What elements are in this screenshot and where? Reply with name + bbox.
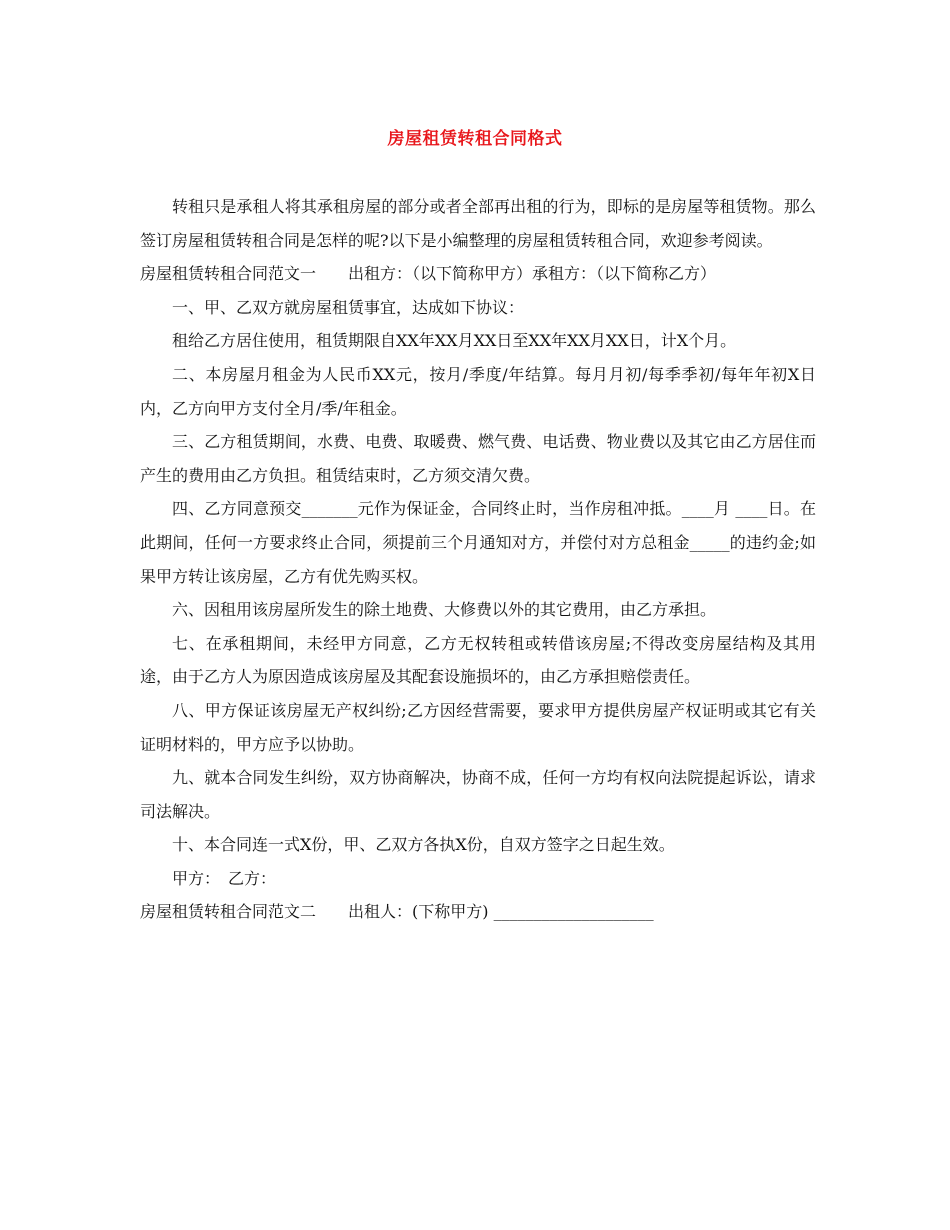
paragraph: 房屋租赁转租合同范文一 出租方：（以下简称甲方）承租方：（以下简称乙方） (140, 264, 717, 284)
paragraph: 一、甲、乙双方就房屋租赁事宜，达成如下协议： (172, 297, 525, 317)
paragraph: 六、因租用该房屋所发生的除土地费、大修费以外的其它费用，由乙方承担。 (172, 600, 717, 620)
document-title: 房屋租赁转租合同格式 (387, 129, 563, 149)
paragraph: 三、乙方租赁期间，水费、电费、取暖费、燃气费、电话费、物业费以及其它由乙方居住而产生的费用由乙方负担。租赁结束时，乙方须交清欠费。 (140, 432, 816, 485)
paragraph: 七、在承租期间，未经甲方同意，乙方无权转租或转借该房屋;不得改变房屋结构及其用途，由于乙方人为原因造成该房屋及其配套设施损坏的，由乙方承担赔偿责任。 (140, 633, 816, 687)
paragraph: 租给乙方居住使用，租赁期限自XX年XX月XX日至XX年XX月XX日，计X个月。 (172, 331, 737, 351)
paragraph: 二、本房屋月租金为人民币XX元，按月/季度/年结算。每月月初/每季季初/每年年初X日内，乙方向甲方支付全月/季/年租金。 (140, 364, 816, 418)
paragraph: 九、就本合同发生纠纷，双方协商解决，协商不成，任何一方均有权向法院提起诉讼，请求司法解决。 (140, 768, 816, 821)
paragraph: 房屋租赁转租合同范文二 出租人：(下称甲方) ____________________ (140, 902, 654, 922)
document-body (140, 190, 816, 929)
paragraph: 四、乙方同意预交_______元作为保证金，合同终止时，当作房租冲抵。____月 ____日。在此期间，任何一方要求终止合同，须提前三个月通知对方，并偿付对方总租金_____的违约金;如果甲方转让该房屋，乙方有优先购买权。 (140, 499, 816, 586)
paragraph: 十、本合同连一式X份，甲、乙双方各执X份，自双方签字之日起生效。 (172, 835, 675, 855)
paragraph: 甲方： 乙方： (172, 868, 277, 888)
paragraph: 转租只是承租人将其承租房屋的部分或者全部再出租的行为，即标的是房屋等租赁物。那么签订房屋租赁转租合同是怎样的呢?以下是小编整理的房屋租赁转租合同，欢迎参考阅读。 (140, 197, 816, 250)
paragraph: 八、甲方保证该房屋无产权纠纷;乙方因经营需要，要求甲方提供房屋产权证明或其它有关证明材料的，甲方应予以协助。 (140, 700, 816, 754)
